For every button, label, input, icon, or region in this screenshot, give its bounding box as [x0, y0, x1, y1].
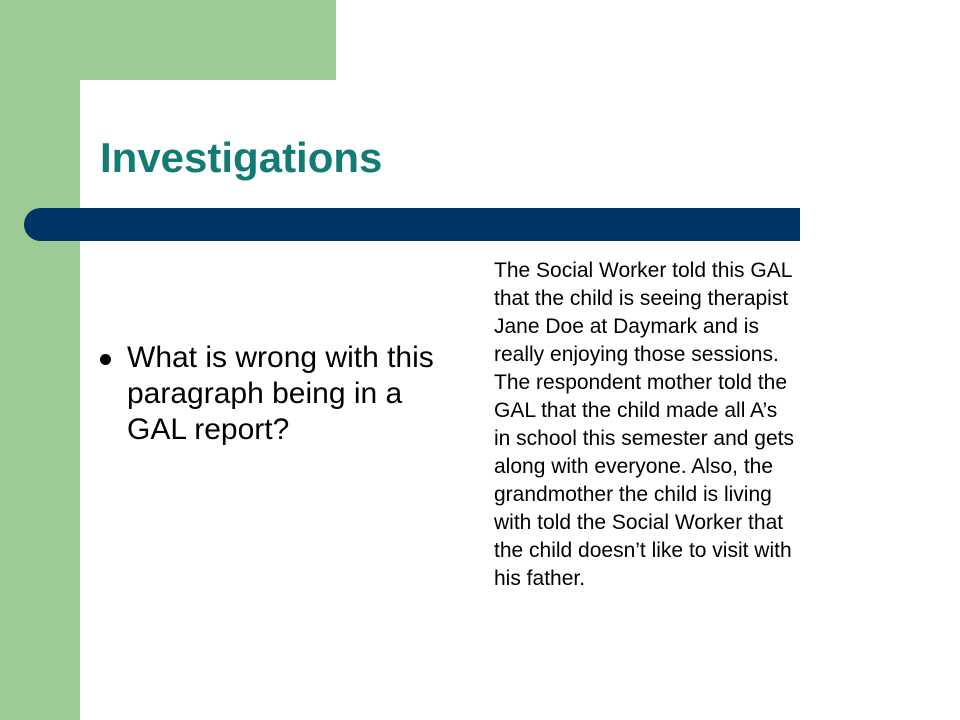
- title-underline-bar: [24, 208, 800, 241]
- bullet-question-text: What is wrong with this paragraph being in a GAL report?: [127, 341, 434, 446]
- bullet-dot-icon: [100, 354, 111, 365]
- decorative-green-side-band: [0, 0, 80, 720]
- example-paragraph: The Social Worker told this GAL that the child is seeing therapist Jane Doe at Daymark and is really enjoying those sessions. The respondent mother told the GAL that the child made all A’s in school this semester and gets along with everyone. Also, the grandmother the child is living with told the Social Worker that the child doesn’t like to visit with his father.: [494, 259, 794, 590]
- slide-title: Investigations: [100, 134, 383, 181]
- bullet-list-item: [100, 340, 450, 448]
